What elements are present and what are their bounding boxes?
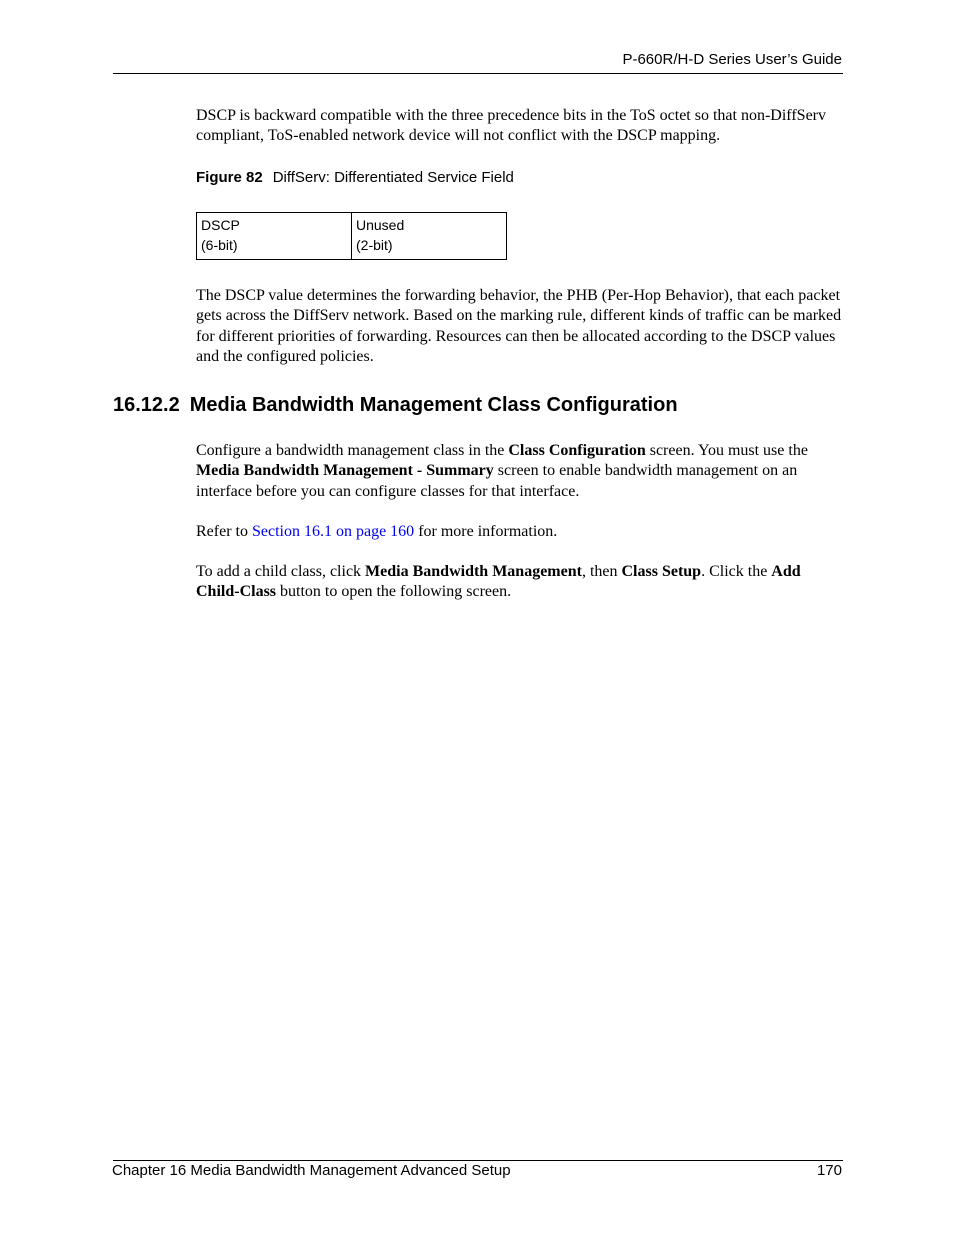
figure-label: Figure 82	[196, 169, 263, 186]
figure-caption	[196, 169, 514, 186]
figure-title: DiffServ: Differentiated Service Field	[272, 169, 514, 186]
section-heading	[113, 394, 678, 417]
refer-paragraph	[196, 522, 846, 542]
text-run: , then	[581, 563, 622, 580]
add-child-paragraph	[196, 562, 846, 603]
unused-cell-name: Unused	[356, 217, 405, 233]
text-run: screen to enable bandwidth management on an interface before you can configure classes for that interface.	[196, 462, 798, 500]
text-run: screen. You must use the	[645, 442, 808, 459]
intro-paragraph: DSCP is backward compatible with the three precedence bits in the ToS octet so that non-DiffServ compliant, ToS-enabled network device will not conflict with the DSCP mapping.	[196, 107, 826, 145]
text-run: Configure a bandwidth management class in the	[196, 442, 509, 459]
section-title: Media Bandwidth Management Class Configuration	[189, 394, 678, 416]
unused-cell	[352, 213, 507, 260]
footer-chapter: Chapter 16 Media Bandwidth Management Advanced Setup	[112, 1162, 511, 1179]
dscp-cell-size: (6-bit)	[201, 237, 238, 253]
section-number: 16.12.2	[113, 394, 180, 416]
diffserv-field-diagram	[196, 212, 507, 260]
footer-rule	[113, 1160, 843, 1161]
unused-cell-size: (2-bit)	[356, 237, 393, 253]
bold-term-media-bandwidth-management: Media Bandwidth Management	[365, 563, 582, 580]
text-run: To add a child class, click	[196, 563, 366, 580]
bold-term-add-child-class: Add Child-Class	[196, 563, 801, 601]
class-config-paragraph	[196, 441, 846, 502]
dscp-cell	[197, 213, 352, 260]
bold-term-summary: Media Bandwidth Management - Summary	[196, 462, 494, 480]
header-rule	[113, 73, 843, 74]
dscp-cell-name: DSCP	[201, 217, 240, 233]
text-run: button to open the following screen.	[276, 583, 512, 601]
section-link[interactable]: Section 16.1 on page 160	[251, 523, 415, 540]
bold-term-class-setup: Class Setup	[621, 563, 702, 580]
running-header: P-660R/H-D Series User’s Guide	[622, 51, 842, 68]
page-number: 170	[816, 1162, 842, 1179]
text-run: . Click the	[701, 563, 772, 580]
bold-term-class-configuration: Class Configuration	[508, 442, 646, 459]
text-run: Refer to	[196, 523, 252, 540]
text-run: for more information.	[414, 523, 558, 540]
dscp-paragraph: The DSCP value determines the forwarding behavior, the PHB (Per-Hop Behavior), that each packet gets across the DiffServ network. Based on the marking rule, different kinds of traffic can be marked for different priorities of forwarding. Resources can then be allocated according to the DSCP values and the configured policies.	[196, 287, 842, 365]
